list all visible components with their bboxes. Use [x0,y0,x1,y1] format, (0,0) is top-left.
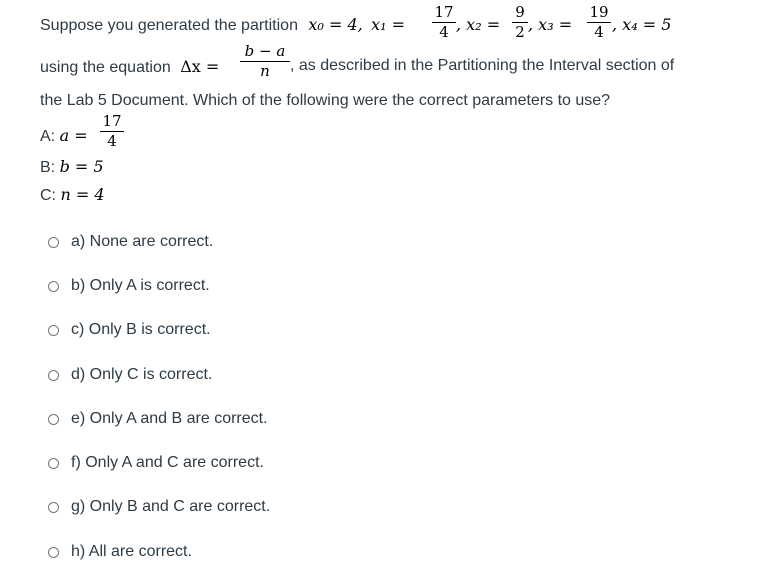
option-e[interactable] [48,410,268,428]
option-label: h) All are correct. [71,543,192,560]
question-text: Suppose you generated the partition [40,17,298,34]
x3-denominator: 4 [594,23,604,41]
question-line-3: the Lab 5 Document. Which of the following were the correct parameters to use? [40,92,611,109]
radio-button[interactable] [48,414,59,425]
x2-label: , x₂ = [456,15,501,34]
x0-value: x₀ = 4, [308,15,363,34]
param-a-denominator: 4 [107,132,117,150]
radio-button[interactable] [48,458,59,469]
radio-button[interactable] [48,325,59,336]
x1-denominator: 4 [439,23,449,41]
option-f[interactable] [48,454,264,472]
radio-button[interactable] [48,370,59,381]
question-line-2 [40,57,219,77]
option-label: e) Only A and B are correct. [71,410,268,427]
param-b [40,157,104,177]
option-label: d) Only C is correct. [71,366,213,383]
param-b-label: B: [40,159,60,176]
option-label: b) Only A is correct. [71,277,210,294]
x4-value: , x₄ = 5 [612,15,672,34]
x1-numerator: 17 [432,5,456,23]
param-a-label: A: [40,128,60,145]
option-h[interactable] [48,543,192,561]
radio-button[interactable] [48,237,59,248]
param-c-equation: n = 4 [60,185,105,204]
x2-fraction [512,5,528,40]
question-line-1 [40,15,405,35]
delta-denominator: n [260,62,270,80]
radio-button[interactable] [48,547,59,558]
radio-button[interactable] [48,281,59,292]
x1-label: x₁ = [371,15,406,34]
param-a-fraction [100,114,124,149]
delta-x-fraction [240,44,290,79]
param-a-equation: a = [59,126,88,145]
option-label: g) Only B and C are correct. [71,498,271,515]
option-label: c) Only B is correct. [71,321,211,338]
equation-suffix: , as described in the Partitioning the Interval section of [290,57,675,74]
param-c [40,185,105,205]
x2-denominator: 2 [515,23,525,41]
option-d[interactable] [48,366,212,384]
option-c[interactable] [48,321,211,339]
param-a [40,126,88,146]
option-label: a) None are correct. [71,233,214,250]
delta-numerator: b − a [240,44,290,62]
option-label: f) Only A and C are correct. [71,454,264,471]
x3-fraction [587,5,611,40]
option-b[interactable] [48,277,210,295]
x1-fraction [432,5,456,40]
param-a-numerator: 17 [100,114,124,132]
x3-numerator: 19 [587,5,611,23]
delta-x-label: Δx = [180,57,220,76]
param-c-label: C: [40,187,61,204]
x3-label: , x₃ = [528,15,573,34]
param-b-equation: b = 5 [59,157,104,176]
radio-button[interactable] [48,502,59,513]
option-g[interactable] [48,498,270,516]
equation-intro: using the equation [40,59,171,76]
option-a[interactable] [48,233,213,251]
x2-numerator: 9 [512,5,528,23]
